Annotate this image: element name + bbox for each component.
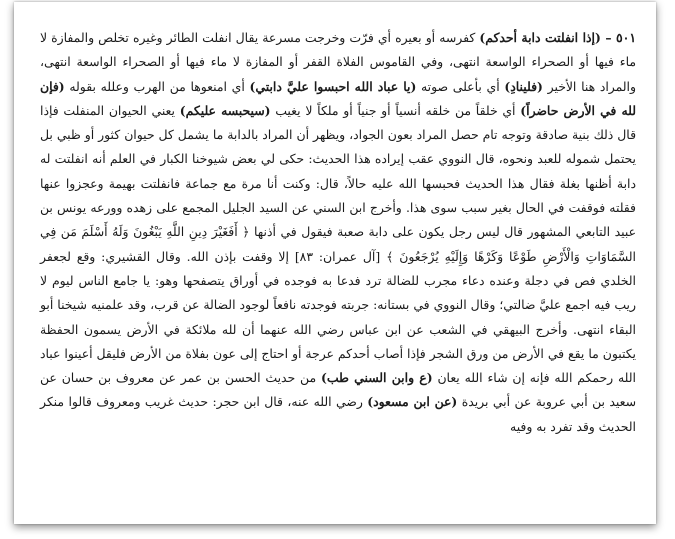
bold-phrase: (عن ابن مسعود) — [367, 394, 458, 410]
body-text: من حديث الحسن بن عمر عن معروف بن حسان عن سعيد بن أبي عروبة عن أبي بريدة — [40, 370, 636, 410]
bold-phrase: (فإن لله في الأرض حاضراً) — [40, 78, 637, 118]
document-page — [14, 2, 656, 524]
bold-phrase: (ع وابن السني طب) — [321, 370, 433, 386]
bold-phrase: (يا عباد الله احبسوا عليَّ دابتي) — [249, 78, 417, 94]
bold-phrase: (إذا انفلتت دابة أحدكم) — [479, 30, 601, 45]
body-text: يعني الحيوان المنفلت فإذا قال ذلك بنية صادقة وتوجه تام حصل المراد بعون الجواد، ويظهر أن المراد بالدابة ما يشمل كل حيوان كثور أو ظبي بل يحتمل شموله للعبد ونحوه، قال النووي عقب إيراده هذا الحديث: حكى لي بعض شيوخنا الكبار في العلم أنه انفلتت له دابة أظنها بغلة فقال هذا الحديث فحبسها الله عليه حالاً، قال: وكنت أنا مرة مع جماعة فانفلتت بهيمة وعجزوا عنها فقلته فوقفت في الحال بغير سبب سوى هذا. وأخرج ابن السني عن السيد الجليل المجمع على زهده وورعه يونس بن عبيد التابعي المشهور قال ليس رجل يكون على دابة صعبة فيقول في أذنها — [40, 102, 637, 240]
body-text: [آل عمران: ٨٣] إلا وقفت بإذن الله. وقال القشيري: وقع لجعفر الخلدي فص في دجلة وعنده دعاء مجرب للضالة ترد فدعا به فوجده في أوراق يتصفحها وهو: يا جامع الناس ليوم لا ريب فيه اجمع عليَّ ضالتي؛ وقال النووي في بستانه: جربته فوجدته نافعاً لوجود الضالة عن قرب، وقد علمنيه شيخنا أبو البقاء انتهى. وأخرج البيهقي في الشعب عن ابن عباس رضي الله عنهما أن لله ملائكة في الأرض يسمون الحفظة يكتبون ما يقع في الأرض من ورق الشجر فإذا أصاب أحدكم عرجة أو احتاج إلى عون بفلاة من الأرض فليقل أعينوا عباد الله رحمكم الله فإنه إن شاء الله يعان — [40, 248, 637, 386]
quran-verse: ﴿ أَفَغَيْرَ دِينِ اللَّهِ يَبْغُونَ وَلَهُ أَسْلَمَ مَن فِي السَّمَاوَاتِ وَالْأَرْضِ طَوْعًا وَكَرْهًا وَإِلَيْهِ يُرْجَعُونَ ﴾ — [40, 224, 636, 264]
body-text: أي امنعوها من الهرب وعلله بقوله — [64, 78, 250, 94]
body-text: أي بأعلى صوته — [416, 78, 505, 94]
bold-phrase: (فلينادِ) — [504, 78, 543, 94]
body-text: كفرسه أو بعيره أي فرّت وخرجت مسرعة يقال انفلت الطائر وغيره تخلص والمفازة لا ماء فيها أو الصحراء الواسعة انتهى، وفي القاموس الفلاة القفر أو المفازة لا ماء فيها أو الصحراء الواسعة انتهى، والمراد هنا الأخير — [40, 30, 636, 94]
body-text: رضي الله عنه، قال ابن حجر: حديث غريب ومعروف قالوا منكر الحديث وقد تفرد به وفيه — [40, 394, 636, 434]
hadith-commentary-paragraph — [40, 26, 636, 439]
body-text: أي خلقاً من خلقه أنسياً أو جنياً أو ملكاً لا يغيب — [270, 102, 521, 118]
bold-phrase: (سيحبسه عليكم) — [179, 102, 271, 118]
entry-number: ٥٠١ – — [600, 30, 636, 45]
